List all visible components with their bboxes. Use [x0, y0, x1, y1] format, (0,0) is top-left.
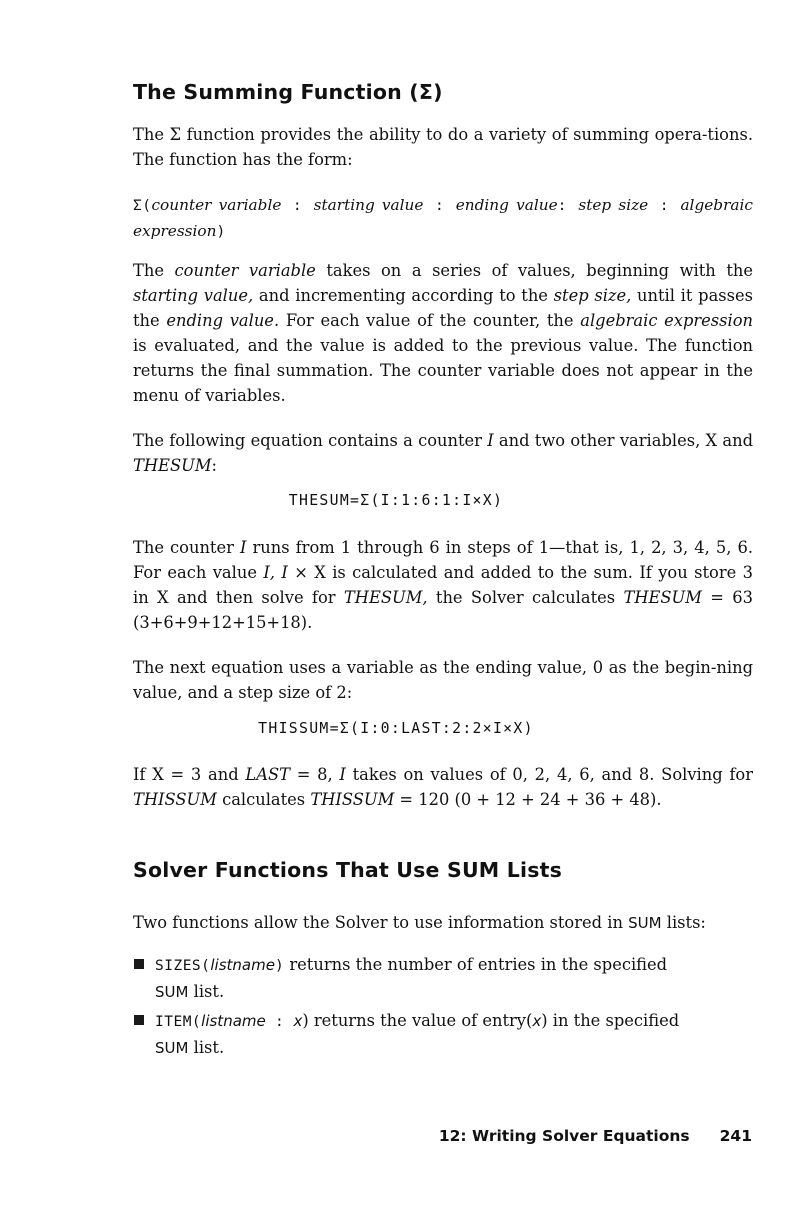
- text: If X = 3 and: [133, 765, 246, 784]
- bullet-item-item: [133, 1008, 753, 1061]
- text: :: [211, 456, 217, 475]
- section-heading-summing-function: The Summing Function (Σ): [133, 80, 443, 104]
- text: and two other variables, X and: [493, 431, 753, 450]
- counter-variable-term: counter variable: [151, 196, 282, 214]
- text: takes on a series of values, beginning with the: [315, 261, 753, 280]
- text: The counter: [133, 538, 240, 557]
- term: counter variable: [174, 261, 316, 280]
- separator: :: [557, 198, 579, 214]
- close-paren: ): [216, 224, 226, 240]
- argument: x: [293, 1012, 303, 1030]
- term: THESUM,: [343, 588, 428, 607]
- text: The following equation contains a counter: [133, 431, 488, 450]
- text: For each value of the counter, the: [279, 311, 581, 330]
- term: THESUM: [623, 588, 702, 607]
- bullet-item-sizes: [133, 952, 753, 1005]
- text: Two functions allow the Solver to use information stored in: [133, 913, 629, 932]
- bullet-square-icon: [134, 959, 144, 969]
- separator: :: [281, 198, 314, 214]
- thissum-explanation-paragraph: [133, 762, 753, 812]
- sum-term: SUM: [628, 914, 662, 932]
- intro-paragraph: [133, 122, 753, 172]
- term: I: [487, 431, 494, 450]
- argument: listname: [201, 1012, 266, 1030]
- algebraic-expression-term: algebraic expression: [133, 196, 753, 240]
- text: × X is calculated and added to the sum. If you store 3 in X and then solve for: [133, 563, 753, 607]
- sum-term: SUM: [155, 983, 189, 1001]
- ending-value-term: ending value: [455, 196, 558, 214]
- example-intro-paragraph: [133, 428, 753, 478]
- sum-lists-intro-paragraph: [133, 910, 753, 936]
- text: returns the number of entries in the specified: [284, 955, 668, 974]
- term: starting value,: [133, 286, 254, 305]
- sigma-symbol: Σ: [169, 125, 182, 144]
- equation-thissum: THISSUM=Σ(I:0:LAST:2:2×I×X): [258, 720, 534, 737]
- function-name: SIZES(: [155, 958, 211, 974]
- starting-value-term: starting value: [313, 196, 424, 214]
- text: list.: [188, 982, 225, 1001]
- thesum-explanation-paragraph: [133, 535, 753, 635]
- text: list.: [188, 1038, 225, 1057]
- text: function provides the ability to do a variety of summing opera-tions. The function has the form:: [133, 125, 753, 169]
- page-footer: [439, 1127, 752, 1145]
- text: The: [133, 261, 175, 280]
- sigma-open: Σ(: [133, 198, 152, 214]
- bullet-square-icon: [134, 1015, 144, 1025]
- text: lists:: [661, 913, 706, 932]
- term: I: [339, 765, 346, 784]
- term: THISSUM: [310, 790, 395, 809]
- text: until it passes the: [133, 286, 753, 330]
- text: is evaluated, and the value is added to the previous value. The function returns the final summation. The counter variable does not appear in the menu of variables.: [133, 336, 753, 405]
- bullet-text: [133, 952, 753, 1005]
- syntax-definition: [133, 193, 753, 245]
- text: The: [133, 125, 170, 144]
- term: I, I: [263, 563, 288, 582]
- text: runs from 1 through 6 in steps of 1—that is, 1, 2, 3, 4, 5, 6. For each value: [133, 538, 753, 582]
- text: ) in the specified: [541, 1011, 680, 1030]
- term: ending value.: [166, 311, 280, 330]
- chapter-title: 12: Writing Solver Equations: [438, 1127, 690, 1145]
- text: = 120 (0 + 12 + 24 + 36 + 48).: [394, 790, 662, 809]
- bullet-text: [133, 1008, 753, 1061]
- term: LAST: [245, 765, 290, 784]
- text: the Solver calculates: [427, 588, 624, 607]
- separator: :: [423, 198, 456, 214]
- term: algebraic expression: [580, 311, 753, 330]
- text: takes on values of 0, 2, 4, 6, and 8. Solving for: [345, 765, 753, 784]
- page-number: 241: [719, 1127, 752, 1145]
- equation-thesum: THESUM=Σ(I:1:6:1:I×X): [288, 492, 504, 509]
- text: ) returns the value of entry(: [302, 1011, 533, 1030]
- separator: :: [265, 1014, 294, 1030]
- section-heading-sum-lists: Solver Functions That Use SUM Lists: [133, 858, 563, 882]
- next-equation-intro-paragraph: The next equation uses a variable as the ending value, 0 as the begin-ning value, and a step size of 2:: [133, 658, 753, 702]
- term: step size,: [553, 286, 632, 305]
- separator: :: [648, 198, 681, 214]
- term: THISSUM: [133, 790, 217, 809]
- text: and incrementing according to the: [253, 286, 554, 305]
- counter-description-paragraph: [133, 258, 753, 408]
- function-name: ITEM(: [155, 1014, 202, 1030]
- close-paren: ): [274, 958, 285, 974]
- term: THESUM: [133, 456, 212, 475]
- text: calculates: [216, 790, 311, 809]
- argument: listname: [210, 956, 275, 974]
- text: = 63 (3+6+9+12+15+18).: [133, 588, 753, 632]
- term: I: [239, 538, 247, 557]
- sum-term: SUM: [155, 1039, 189, 1057]
- text: = 8,: [290, 765, 340, 784]
- argument: x: [532, 1012, 542, 1030]
- step-size-term: step size: [578, 196, 649, 214]
